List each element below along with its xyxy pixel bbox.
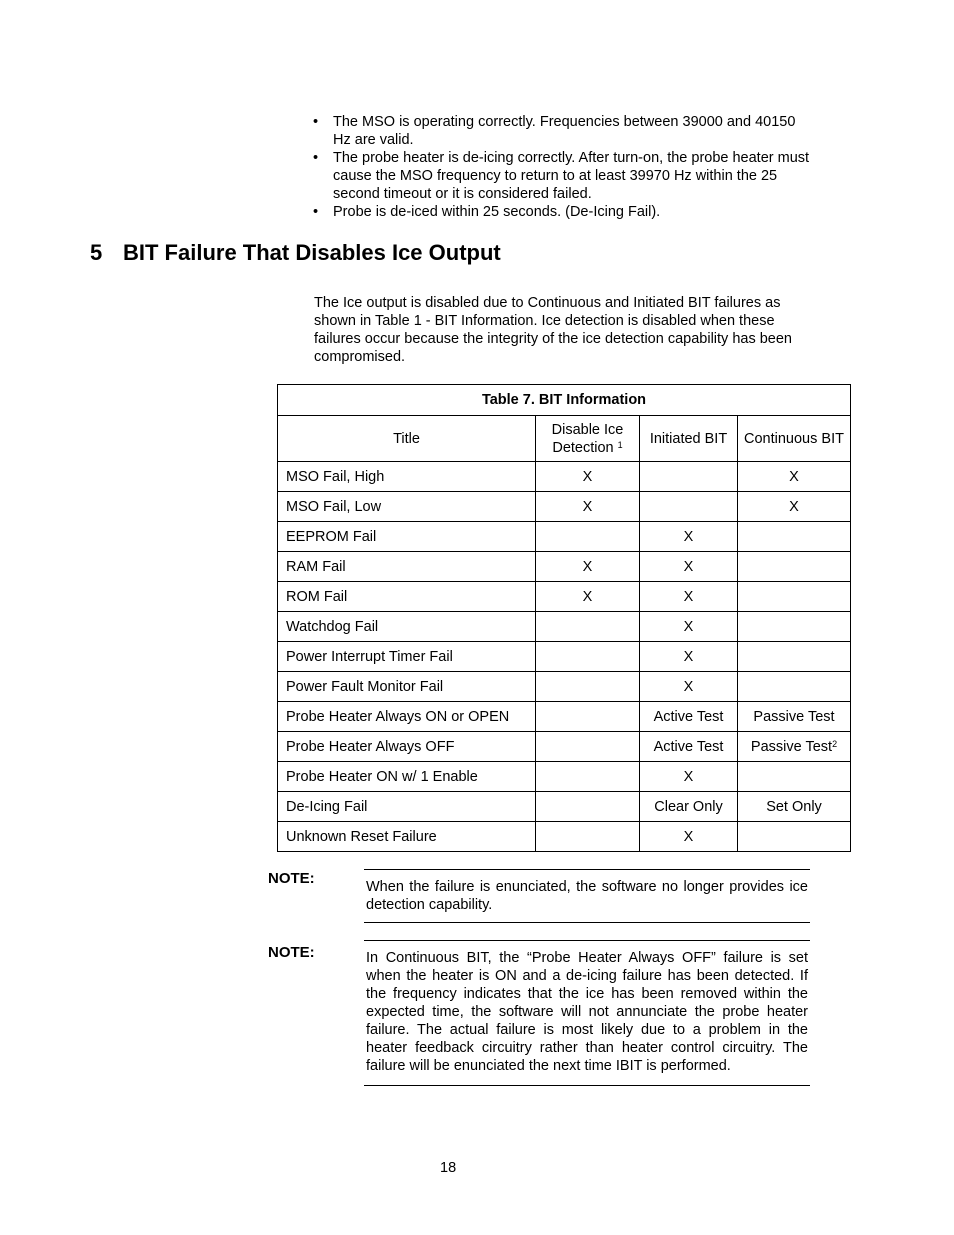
cell-title: Probe Heater Always OFF [278,732,536,762]
cell-initiated-bit: X [640,822,738,852]
note-box [364,940,810,1086]
cell-initiated-bit: X [640,672,738,702]
bullet-list [313,113,813,221]
cell-disable-ice-detection [536,732,640,762]
bit-information-table [277,384,851,852]
cell-disable-ice-detection: X [536,492,640,522]
table-caption: Table 7. BIT Information [277,384,851,415]
table-row [278,462,851,492]
cell-disable-ice-detection [536,822,640,852]
table-row [278,522,851,552]
cell-initiated-bit [640,462,738,492]
cell-initiated-bit: Clear Only [640,792,738,822]
bullet-item: • The probe heater is de-icing correctly. After turn-on, the probe heater must cause the MSO frequency to return to at least 39970 Hz within the 25 second timeout or it is considered failed. [313,149,813,203]
cell-title: ROM Fail [278,582,536,612]
cell-continuous-bit [738,582,851,612]
cell-title: Probe Heater Always ON or OPEN [278,702,536,732]
cell-disable-ice-detection [536,522,640,552]
cell-initiated-bit: X [640,582,738,612]
footnote-marker: 2 [832,738,838,749]
cell-initiated-bit: Active Test [640,702,738,732]
cell-title: MSO Fail, High [278,462,536,492]
table-row [278,792,851,822]
cell-title: Power Interrupt Timer Fail [278,642,536,672]
table-row [278,822,851,852]
cell-title: Power Fault Monitor Fail [278,672,536,702]
cell-initiated-bit: X [640,762,738,792]
cell-initiated-bit: X [640,522,738,552]
note-label: NOTE: [268,944,315,961]
cell-continuous-bit [738,822,851,852]
note-text: In Continuous BIT, the “Probe Heater Always OFF” failure is set when the heater is ON and a de-icing failure has been detected. If the frequency indicates that the ice has been removed within the expected time, the software will not annunciate the probe heater failure. The actual failure is most likely due to a problem in the heater feedback circuitry rather than heater control circuitry. The failure will be enunciated the next time IBIT is performed. [366,950,808,1074]
cell-disable-ice-detection [536,672,640,702]
note-box [364,869,810,923]
cell-title: Unknown Reset Failure [278,822,536,852]
cell-continuous-bit: X [738,462,851,492]
note-text: When the failure is enunciated, the software no longer provides ice detection capability. [366,879,808,913]
cell-disable-ice-detection [536,702,640,732]
table-row [278,732,851,762]
cell-initiated-bit [640,492,738,522]
cell-continuous-bit [738,612,851,642]
cell-disable-ice-detection [536,762,640,792]
cell-continuous-bit [738,642,851,672]
intro-paragraph: The Ice output is disabled due to Continuous and Initiated BIT failures as shown in Table 1 - BIT Information. Ice detection is disabled when these failures occur because the integrity of the ice detection capability has been compromised. [314,295,792,365]
table-header-row [278,416,851,462]
page-number: 18 [440,1160,457,1176]
section-title: BIT Failure That Disables Ice Output [123,240,501,265]
note-label: NOTE: [268,870,315,887]
table-row [278,702,851,732]
cell-title: EEPROM Fail [278,522,536,552]
table-row [278,762,851,792]
cell-title: De-Icing Fail [278,792,536,822]
table-row [278,612,851,642]
header-continuous-bit: Continuous BIT [738,416,851,462]
cell-disable-ice-detection: X [536,552,640,582]
cell-continuous-bit: X [738,492,851,522]
cell-continuous-bit [738,522,851,552]
section-number: 5 [90,240,103,265]
cell-title: Probe Heater ON w/ 1 Enable [278,762,536,792]
cell-continuous-bit: Passive Test [738,702,851,732]
cell-continuous-bit: Set Only [738,792,851,822]
cell-initiated-bit: Active Test [640,732,738,762]
table-row [278,672,851,702]
header-disable-ice-detection: Disable Ice Detection $^1$ [536,416,640,462]
table-row [278,582,851,612]
cell-disable-ice-detection [536,642,640,672]
header-initiated-bit: Initiated BIT [640,416,738,462]
cell-continuous-bit [738,672,851,702]
cell-continuous-bit: Passive Test$^2$ [738,732,851,762]
cell-disable-ice-detection [536,612,640,642]
cell-disable-ice-detection: X [536,462,640,492]
cell-continuous-bit [738,552,851,582]
cell-disable-ice-detection [536,792,640,822]
bullet-item: • Probe is de-iced within 25 seconds. (De-Icing Fail). [313,203,813,221]
cell-disable-ice-detection: X [536,582,640,612]
footnote-marker: 1 [617,439,623,450]
cell-title: MSO Fail, Low [278,492,536,522]
bullet-item: • The MSO is operating correctly. Frequencies between 39000 and 40150 Hz are valid. [313,113,813,149]
cell-title: Watchdog Fail [278,612,536,642]
table-row [278,642,851,672]
section-heading [90,240,501,266]
cell-title: RAM Fail [278,552,536,582]
header-title: Title [278,416,536,462]
cell-initiated-bit: X [640,552,738,582]
cell-initiated-bit: X [640,612,738,642]
table-row [278,492,851,522]
table-row [278,552,851,582]
cell-continuous-bit [738,762,851,792]
cell-initiated-bit: X [640,642,738,672]
